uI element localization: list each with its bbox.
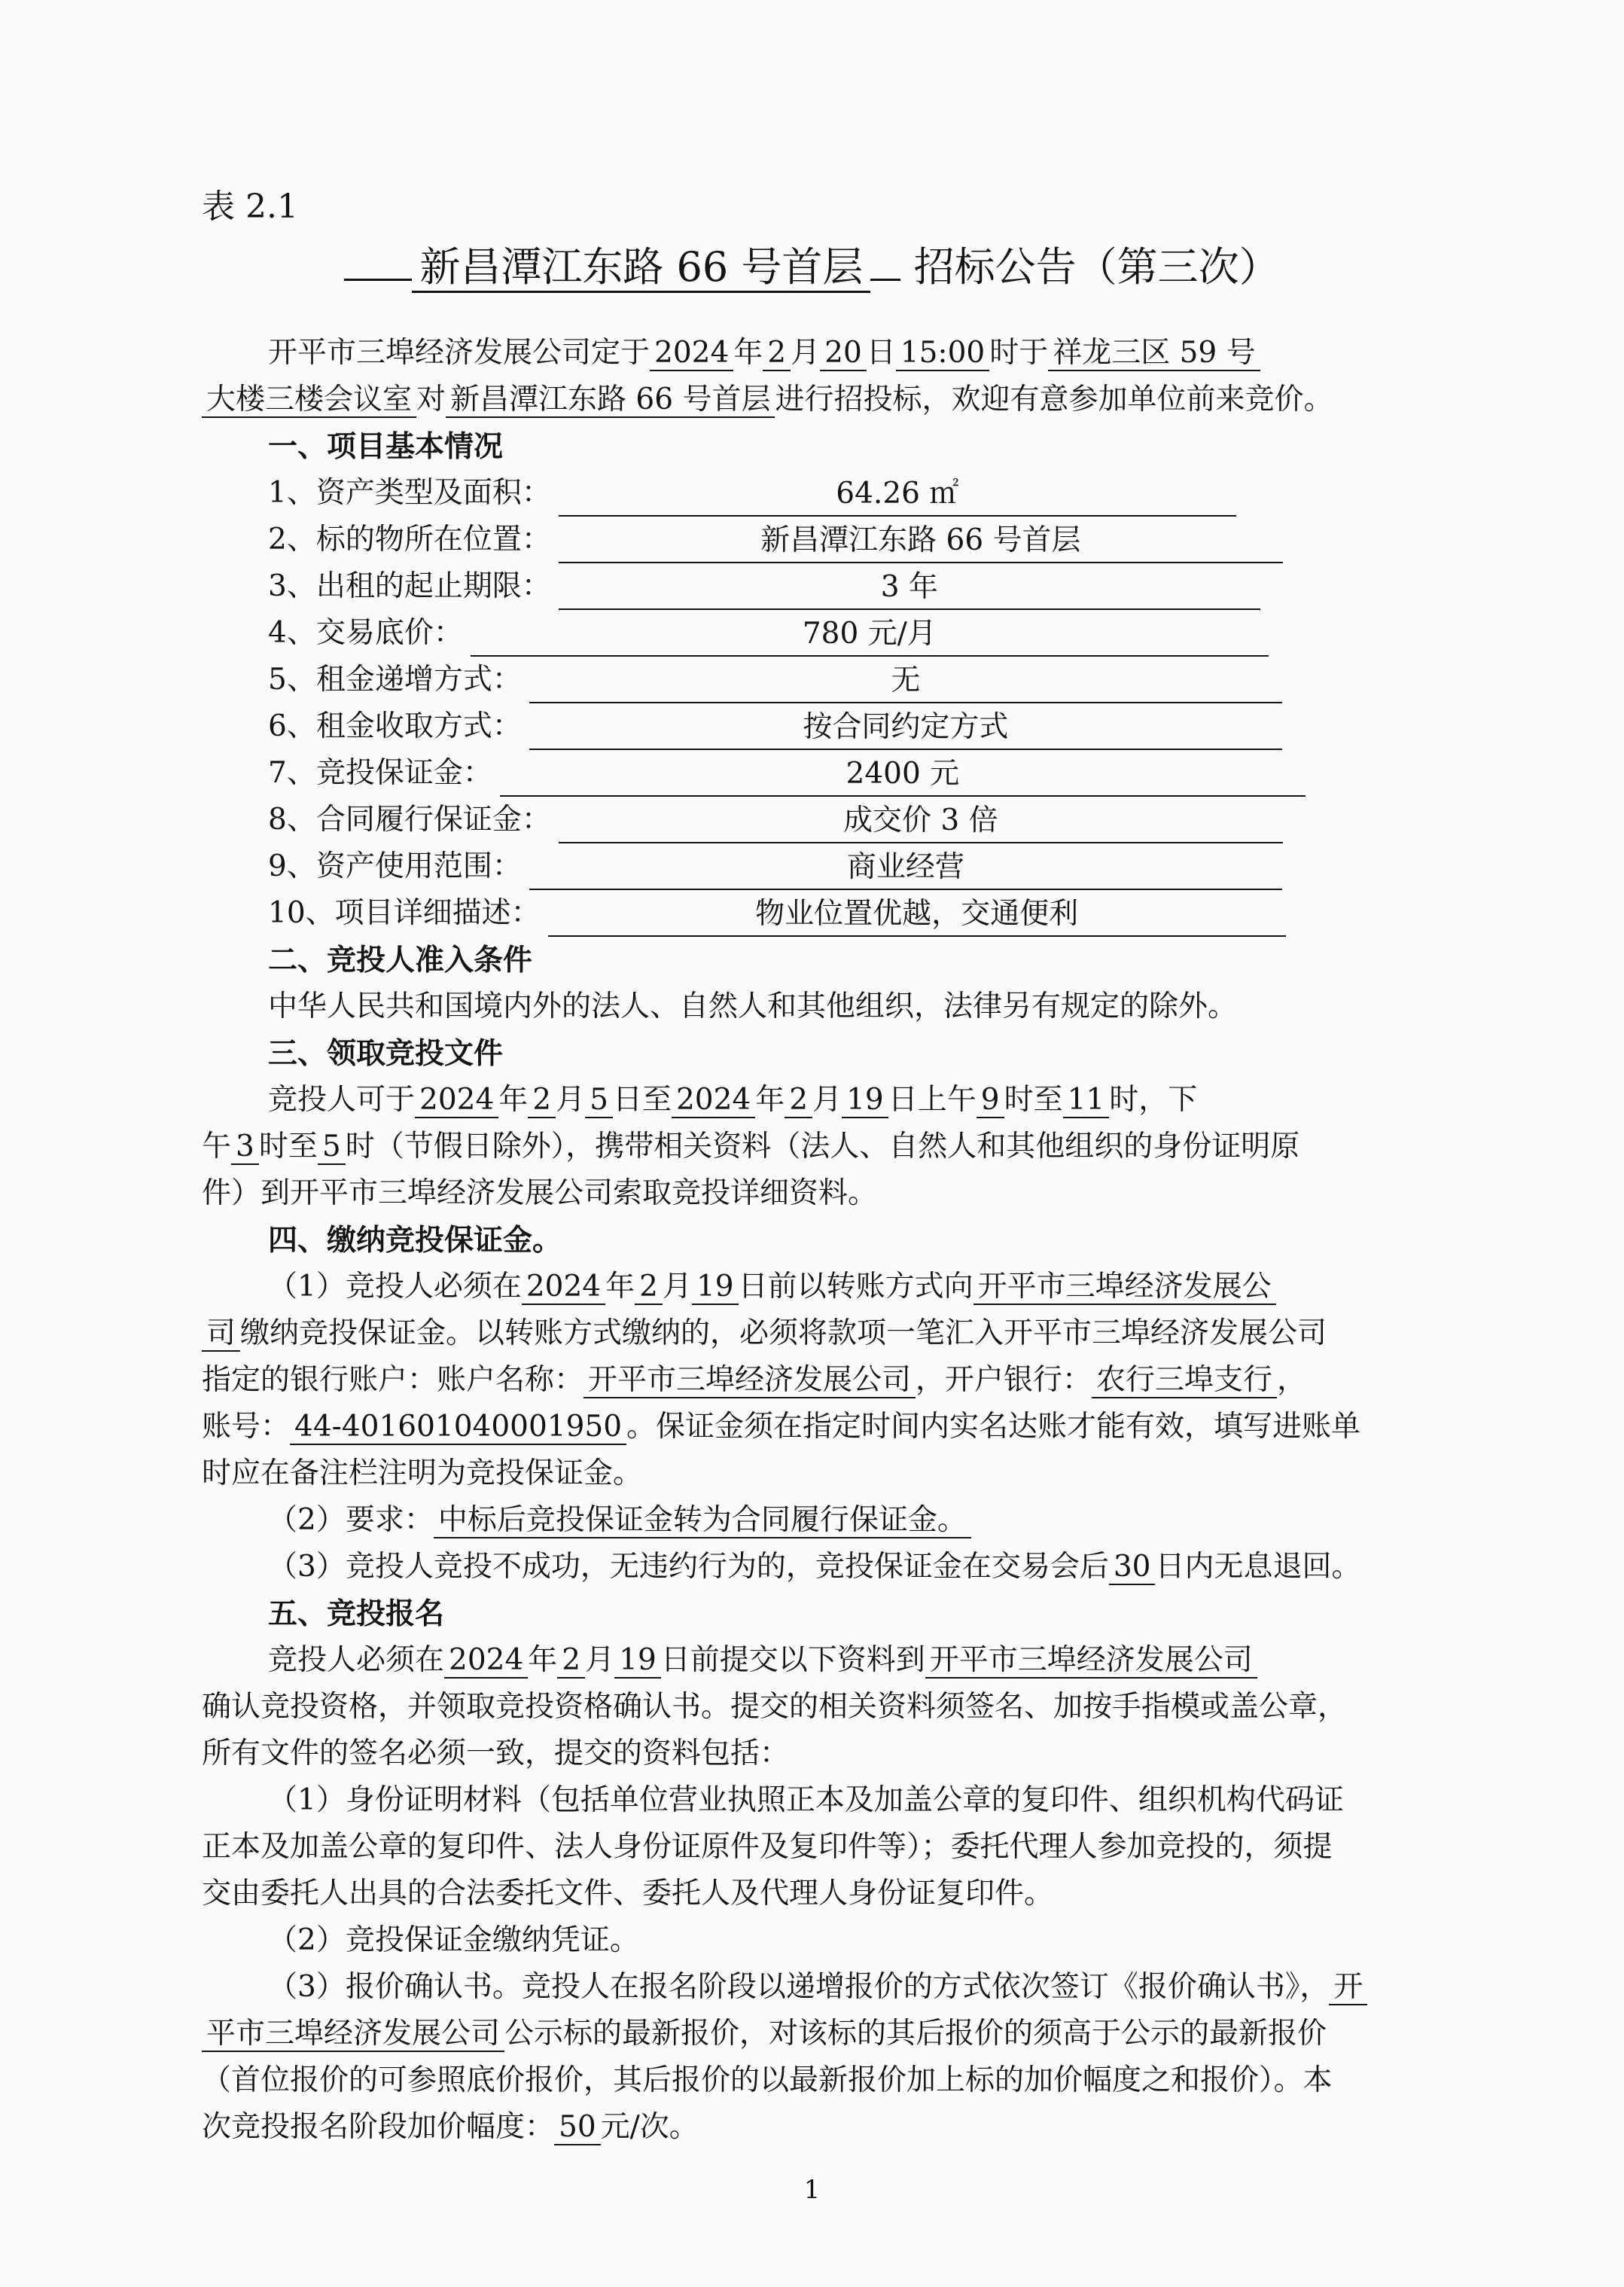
field-value: 新昌潭江东路 66 号首层 — [559, 520, 1283, 563]
title-gap — [870, 278, 900, 281]
intro-day: 20 — [820, 336, 867, 371]
intro-line-1: 开平市三埠经济发展公司定于 2024 年 2 月 20 日 15:00 时于 祥龙三区 59 号 — [202, 330, 1498, 377]
document-body — [202, 330, 1498, 2151]
field-row: 2、标的物所在位置： 新昌潭江东路 66 号首层 — [202, 517, 1498, 563]
section4-p1-line-4: 账号： 44-401601040001950 。保证金须在指定时间内实名达账才能有效，填写进账单 — [202, 1410, 1361, 1444]
section4-heading: 四、缴纳竞投保证金。 — [268, 1223, 562, 1258]
field-row: 3、出租的起止期限： 3 年 — [202, 563, 1498, 610]
intro-line-2: 大楼三楼会议室 对 新昌潭江东路 66 号首层 进行招投标，欢迎有意参加单位前来竞价。 — [202, 377, 1498, 423]
section2-text: 中华人民共和国境内外的法人、自然人和其他组织，法律另有规定的除外。 — [268, 990, 1238, 1023]
field-row: 10、项目详细描述： 物业位置优越，交通便利 — [202, 890, 1498, 937]
field-value: 3 年 — [559, 566, 1260, 610]
title-subject: 新昌潭江东路 66 号首层 — [412, 243, 870, 293]
field-row: 6、租金收取方式： 按合同约定方式 — [202, 703, 1498, 750]
table-id: 表 2.1 — [202, 188, 298, 226]
field-row: 9、资产使用范围： 商业经营 — [202, 843, 1498, 890]
section5-heading: 五、竞投报名 — [268, 1596, 445, 1631]
intro-venue: 祥龙三区 59 号 — [1048, 336, 1260, 371]
field-row: 7、竞投保证金： 2400 元 — [202, 750, 1498, 797]
title-rest: 招标公告（第三次） — [913, 243, 1280, 291]
section3-line-2: 午 3 时至 5 时（节假日除外），携带相关资料（法人、自然人和其他组织的身份证明原 — [202, 1130, 1300, 1163]
field-row: 8、合同履行保证金： 成交价 3 倍 — [202, 797, 1498, 843]
section5-item3-line-4: 次竞投报名阶段加价幅度： 50 元/次。 — [202, 2110, 699, 2144]
section5-item1-line-3: 交由委托人出具的合法委托文件、委托人及代理人身份证复印件。 — [202, 1877, 1054, 1910]
account-name: 开平市三埠经济发展公司 — [583, 1363, 916, 1398]
section4-p2: （2）要求： 中标后竞投保证金转为合同履行保证金。 — [202, 1497, 1498, 1544]
section5-item3-line-1: （3）报价确认书。竞投人在报名阶段以递增报价的方式依次签订《报价确认书》， 开 — [202, 1964, 1498, 2011]
field-value: 780 元/月 — [471, 613, 1269, 657]
field-value: 按合同约定方式 — [529, 706, 1282, 750]
intro-month: 2 — [763, 336, 791, 371]
payee-name: 开平市三埠经济发展公 — [973, 1270, 1276, 1305]
section4-p1-line-3: 指定的银行账户：账户名称： 开平市三埠经济发展公司 ，开户银行： 农行三埠支行 ， — [202, 1363, 1307, 1397]
field-value: 无 — [529, 660, 1282, 703]
section5-item3-line-3: （首位报价的可参照底价报价，其后报价的以最新报价加上标的加价幅度之和报价）。本 — [202, 2063, 1333, 2097]
field-row: 4、交易底价： 780 元/月 — [202, 610, 1498, 657]
section4-p1-line-2: 司 缴纳竞投保证金。以转账方式缴纳的，必须将款项一笔汇入开平市三埠经济发展公司 — [202, 1310, 1498, 1357]
field-value: 成交价 3 倍 — [559, 800, 1283, 843]
section5-line-2: 确认竞投资格，并领取竞投资格确认书。提交的相关资料须签名、加按手指模或盖公章， — [202, 1690, 1348, 1724]
section5-line-3: 所有文件的签名必须一致，提交的资料包括： — [202, 1737, 790, 1770]
section5-item2: （2）竞投保证金缴纳凭证。 — [268, 1923, 639, 1957]
section5-item1-line-2: 正本及加盖公章的复印件、法人身份证原件及复印件等）；委托代理人参加竞投的，须提 — [202, 1830, 1333, 1864]
section5-item1-line-1: （1）身份证明材料（包括单位营业执照正本及加盖公章的复印件、组织机构代码证 — [268, 1783, 1344, 1817]
intro-time: 15:00 — [896, 336, 989, 371]
account-number: 44-401601040001950 — [290, 1410, 626, 1445]
field-value: 商业经营 — [529, 846, 1282, 890]
section4-p3: （3）竞投人竞投不成功，无违约行为的，竞投保证金在交易会后 30 日内无息退回。 — [268, 1550, 1361, 1584]
intro-year: 2024 — [650, 336, 733, 371]
section3-line-1: 竞投人可于 2024 年 2 月 5 日至 2024 年 2 月 19 日上午 9 时至 11 时，下 — [268, 1083, 1198, 1117]
bank-name: 农行三埠支行 — [1092, 1363, 1277, 1398]
field-value: 物业位置优越，交通便利 — [548, 893, 1286, 937]
section5-item3-line-2: 平市三埠经济发展公司 公示标的最新报价，对该标的其后报价的须高于公示的最新报价 — [202, 2011, 1498, 2057]
section1-heading: 一、项目基本情况 — [268, 429, 504, 464]
field-value: 64.26 ㎡ — [559, 473, 1236, 517]
field-row: 5、租金递增方式： 无 — [202, 657, 1498, 703]
title-blank — [344, 278, 412, 281]
section3-line-3: 件）到开平市三埠经济发展公司索取竞投详细资料。 — [202, 1176, 878, 1210]
section3-heading: 三、领取竞投文件 — [268, 1036, 504, 1071]
section4-p1-line-5: 时应在备注栏注明为竞投保证金。 — [202, 1456, 643, 1490]
section2-heading: 二、竞投人准入条件 — [268, 943, 533, 977]
intro-venue-cont: 大楼三楼会议室 — [202, 383, 416, 418]
page-number: 1 — [803, 2175, 821, 2205]
section5-line-1: 竞投人必须在 2024 年 2 月 19 日前提交以下资料到 开平市三埠经济发展公司 — [202, 1637, 1498, 1684]
document-title — [0, 235, 1624, 293]
field-row: 1、资产类型及面积： 64.26 ㎡ — [202, 470, 1498, 517]
section4-p1-line-1: （1）竞投人必须在 2024 年 2 月 19 日前以转账方式向 开平市三埠经济发展公 — [202, 1264, 1498, 1310]
intro-subject: 新昌潭江东路 66 号首层 — [446, 383, 775, 418]
field-value: 2400 元 — [500, 753, 1306, 797]
